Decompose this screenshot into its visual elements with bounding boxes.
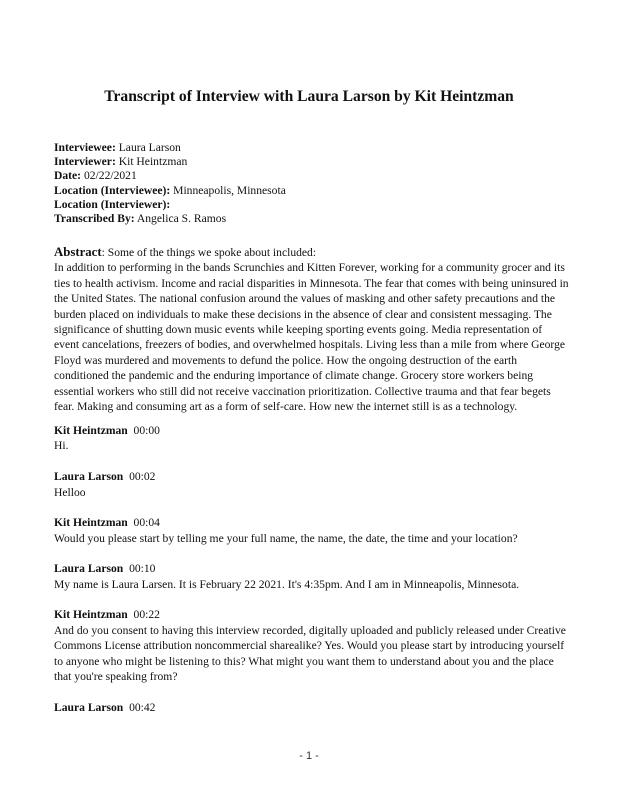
abstract-body: In addition to performing in the bands Scrunchies and Kitten Forever, working for a community grocer and its ties to health activism. Income and racial disparities in Minnesota. The fear that comes with being uninsured in the United States. The national confusion around the values of masking and other safety precautions and the burden placed on individuals to make these decisions in the absence of clear and consistent messaging. The significance of shutting down music events while keeping sporting events going. Media representation of event cancelations, freezers of bodies, and overwhelmed hospitals. Living less than a mile from where George Floyd was murdered and movements to defund the police. How the ongoing destruction of the earth conditioned the pandemic and the enduring importance of climate change. Grocery store workers being essential workers who still did not receive vaccination prioritization. Collective trauma and that fear begets fear. Making and consuming art as a form of self-care. How new the internet still is as a technology. [54, 261, 569, 414]
meta-interviewer [54, 155, 286, 169]
speaker-line [54, 607, 570, 622]
transcript-turn [54, 607, 570, 684]
document-title: Transcript of Interview with Laura Larson by Kit Heintzman [104, 88, 514, 105]
abstract-section [54, 245, 570, 414]
timestamp: 00:02 [129, 470, 156, 484]
meta-value: Laura Larson [118, 141, 181, 154]
utterance: Would you please start by telling me your full name, the name, the date, the time and your location? [54, 531, 518, 545]
transcript-turn [54, 561, 570, 592]
speaker-name: Laura Larson [54, 700, 124, 714]
meta-interviewee [54, 141, 286, 155]
abstract-intro: : Some of the things we spoke about included: [101, 246, 317, 259]
transcript-turn [54, 515, 570, 546]
meta-transcribed-by [54, 212, 286, 226]
speaker-name: Kit Heintzman [54, 516, 128, 530]
transcript [54, 423, 570, 730]
timestamp: 00:10 [129, 562, 156, 576]
utterance: Hi. [54, 439, 69, 453]
speaker-line [54, 515, 570, 530]
transcript-turn [54, 700, 570, 715]
interview-metadata [54, 141, 286, 226]
abstract-lead [54, 245, 570, 260]
meta-label: Date: [54, 169, 82, 183]
meta-location-interviewer [54, 198, 286, 212]
speaker-line [54, 561, 570, 576]
speaker-name: Laura Larson [54, 470, 124, 484]
meta-date [54, 169, 286, 183]
utterance: And do you consent to having this interview recorded, digitally uploaded and publicly released under Creative Commons License attribution noncommercial sharealike? Yes. Would you please start by introducing yourself to anyone who might be listening to this? What might you want them to understand about you and the place that you're speaking from? [54, 623, 566, 684]
meta-location-interviewee [54, 184, 286, 198]
timestamp: 00:42 [129, 700, 156, 714]
abstract-label: Abstract [54, 245, 102, 259]
meta-label: Transcribed By: [54, 212, 135, 226]
speaker-name: Kit Heintzman [54, 608, 128, 622]
meta-value: Kit Heintzman [118, 155, 188, 169]
timestamp: 00:00 [133, 424, 160, 437]
page-number: - 1 - [299, 750, 319, 762]
speaker-line [54, 700, 570, 715]
utterance: My name is Laura Larsen. It is February 22 2021. It's 4:35pm. And I am in Minneapolis, Minnesota. [54, 577, 520, 591]
timestamp: 00:22 [133, 608, 160, 622]
meta-label: Interviewer: [54, 155, 116, 169]
speaker-name: Laura Larson [54, 562, 124, 576]
meta-value: Minneapolis, Minnesota [173, 183, 286, 197]
meta-label: Location (Interviewee): [54, 183, 171, 197]
speaker-name: Kit Heintzman [54, 424, 128, 437]
meta-value: 02/22/2021 [83, 169, 137, 183]
transcript-turn [54, 469, 570, 500]
speaker-line [54, 469, 570, 484]
meta-label: Interviewee: [54, 141, 116, 154]
speaker-line [54, 423, 570, 438]
utterance: Helloo [54, 485, 86, 499]
meta-label: Location (Interviewer): [54, 197, 171, 211]
timestamp: 00:04 [133, 516, 160, 530]
transcript-turn [54, 423, 570, 454]
meta-value: Angelica S. Ramos [136, 212, 227, 226]
